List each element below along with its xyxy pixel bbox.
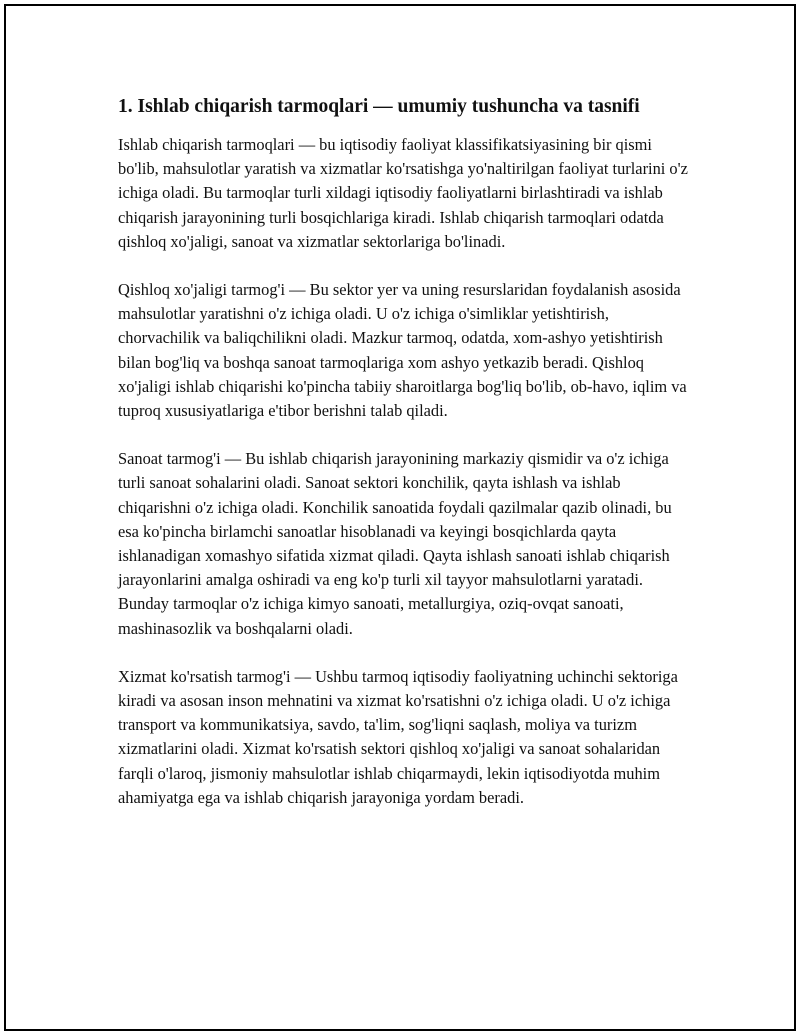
document-body [118, 92, 690, 834]
paragraph-industry: Sanoat tarmog'i — Bu ishlab chiqarish jarayonining markaziy qismidir va o'z ichiga turli sanoat sohalarini oladi. Sanoat sektori konchilik, qayta ishlash va ishlab chiqarishni o'z ichiga oladi. Konchilik sanoatida foydali qazilmalar qazib olinadi, bu esa ko'pincha birlamchi sanoatlar hisoblanadi va keyingi bosqichlarda qayta ishlanadigan xomashyo sifatida xizmat qiladi. Qayta ishlash sanoati ishlab chiqarish jarayonlarini amalga oshiradi va eng ko'p turli xil tayyor mahsulotlarni yaratadi. Bunday tarmoqlar o'z ichiga kimyo sanoati, metallurgiya, oziq-ovqat sanoati, mashinasozlik va boshqalarni oladi. [118, 449, 672, 638]
section-heading: 1. Ishlab chiqarish tarmoqlari — umumiy tushuncha va tasnifi [118, 96, 640, 117]
paragraph-agriculture: Qishloq xo'jaligi tarmog'i — Bu sektor yer va uning resurslaridan foydalanish asosida mahsulotlar yaratishni o'z ichiga oladi. U o'z ichiga o'simliklar yetishtirish, chorvachilik va baliqchilikni oladi. Mazkur tarmoq, odatda, xom-ashyo yetishtirish bilan bog'liq va boshqa sanoat tarmoqlariga xom ashyo yetkazib beradi. Qishloq xo'jaligi ishlab chiqarishi ko'pincha tabiiy sharoitlarga bog'liq bo'lib, ob-havo, iqlim va tuproq xususiyatlariga e'tibor berishni talab qiladi. [118, 280, 687, 421]
paragraph-intro: Ishlab chiqarish tarmoqlari — bu iqtisodiy faoliyat klassifikatsiyasining bir qismi bo'lib, mahsulotlar yaratish va xizmatlar ko'rsatishga yo'naltirilgan faoliyat turlarini o'z ichiga oladi. Bu tarmoqlar turli xildagi iqtisodiy faoliyatlarni birlashtiradi va ishlab chiqarish jarayonining turli bosqichlariga kiradi. Ishlab chiqarish tarmoqlari odatda qishloq xo'jaligi, sanoat va xizmatlar sektorlariga bo'linadi. [118, 135, 688, 251]
paragraph-services: Xizmat ko'rsatish tarmog'i — Ushbu tarmoq iqtisodiy faoliyatning uchinchi sektoriga kiradi va asosan inson mehnatini va xizmat ko'rsatishni o'z ichiga oladi. U o'z ichiga transport va kommunikatsiya, savdo, ta'lim, sog'liqni saqlash, moliya va turizm xizmatlarini oladi. Xizmat ko'rsatish sektori qishloq xo'jaligi va sanoat sohalaridan farqli o'laroq, jismoniy mahsulotlar ishlab chiqarmaydi, lekin iqtisodiyotda muhim ahamiyatga ega va ishlab chiqarish jarayoniga yordam beradi. [118, 666, 678, 807]
